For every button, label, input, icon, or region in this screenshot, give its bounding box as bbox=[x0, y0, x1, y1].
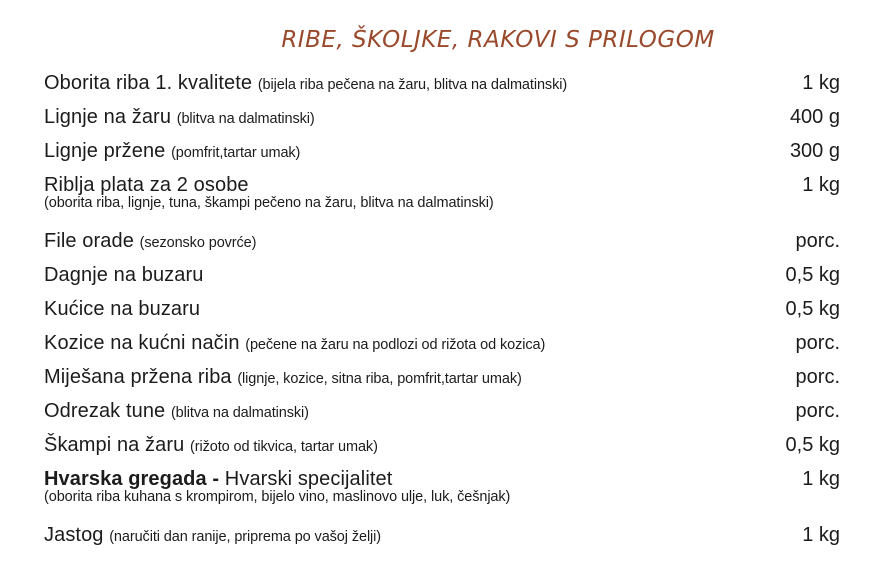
item-quantity: 400 g bbox=[789, 106, 840, 128]
menu-list bbox=[44, 72, 840, 558]
item-name: Lignje pržene bbox=[44, 140, 166, 162]
item-name: Škampi na žaru bbox=[44, 434, 185, 456]
item-quantity: 0,5 kg bbox=[785, 264, 840, 286]
menu-item bbox=[44, 400, 840, 434]
item-quantity: porc. bbox=[795, 400, 840, 422]
item-quantity: 1 kg bbox=[802, 174, 840, 196]
item-note: (pomfrit,tartar umak) bbox=[171, 145, 301, 161]
item-name: Kozice na kućni način bbox=[44, 332, 240, 354]
item-note: (rižoto od tikvica, tartar umak) bbox=[190, 439, 378, 455]
menu-item bbox=[44, 264, 840, 298]
menu-item bbox=[44, 230, 840, 264]
menu-item bbox=[44, 434, 840, 468]
item-note: (oborita riba, lignje, tuna, škampi pečeno na žaru, blitva na dalmatinski) bbox=[44, 195, 494, 211]
item-note: (sezonsko povrće) bbox=[139, 235, 257, 251]
item-note: (oborita riba kuhana s krompirom, bijelo vino, maslinovo ulje, luk, češnjak) bbox=[44, 489, 511, 505]
menu-item bbox=[44, 72, 840, 106]
item-name: Hvarski specijalitet bbox=[224, 468, 393, 490]
item-name: Jastog bbox=[44, 524, 104, 546]
menu-item bbox=[44, 174, 840, 230]
item-quantity: 1 kg bbox=[802, 524, 840, 546]
item-quantity: porc. bbox=[795, 332, 840, 354]
item-quantity: 1 kg bbox=[802, 72, 840, 94]
item-quantity: porc. bbox=[795, 230, 840, 252]
section-heading: RIBE, ŠKOLJKE, RAKOVI S PRILOGOM bbox=[281, 27, 715, 53]
item-note: (blitva na dalmatinski) bbox=[170, 405, 309, 421]
item-quantity: 0,5 kg bbox=[785, 298, 840, 320]
item-name: Dagnje na buzaru bbox=[44, 264, 204, 286]
menu-item bbox=[44, 468, 840, 524]
item-name: Riblja plata za 2 osobe bbox=[44, 174, 249, 196]
item-name: Lignje na žaru bbox=[44, 106, 172, 128]
menu-item bbox=[44, 106, 840, 140]
item-quantity: 0,5 kg bbox=[785, 434, 840, 456]
item-name: Kućice na buzaru bbox=[44, 298, 201, 320]
item-name: Odrezak tune bbox=[44, 400, 166, 422]
menu-item bbox=[44, 298, 840, 332]
item-quantity: 1 kg bbox=[802, 468, 840, 490]
menu-item bbox=[44, 524, 840, 558]
item-note: (bijela riba pečena na žaru, blitva na dalmatinski) bbox=[257, 77, 568, 93]
item-note: (naručiti dan ranije, priprema po vašoj želji) bbox=[109, 529, 382, 545]
menu-item bbox=[44, 332, 840, 366]
item-quantity: 300 g bbox=[789, 140, 840, 162]
item-note: (pečene na žaru na podlozi od rižota od kozica) bbox=[245, 337, 546, 353]
item-quantity: porc. bbox=[795, 366, 840, 388]
menu-item bbox=[44, 366, 840, 400]
item-name-bold: Hvarska gregada - bbox=[44, 468, 220, 490]
item-note: (lignje, kozice, sitna riba, pomfrit,tartar umak) bbox=[237, 371, 522, 387]
item-name: Miješana pržena riba bbox=[44, 366, 232, 388]
item-name: Oborita riba 1. kvalitete bbox=[44, 72, 253, 94]
item-name: File orade bbox=[44, 230, 134, 252]
item-note: (blitva na dalmatinski) bbox=[176, 111, 315, 127]
menu-item bbox=[44, 140, 840, 174]
